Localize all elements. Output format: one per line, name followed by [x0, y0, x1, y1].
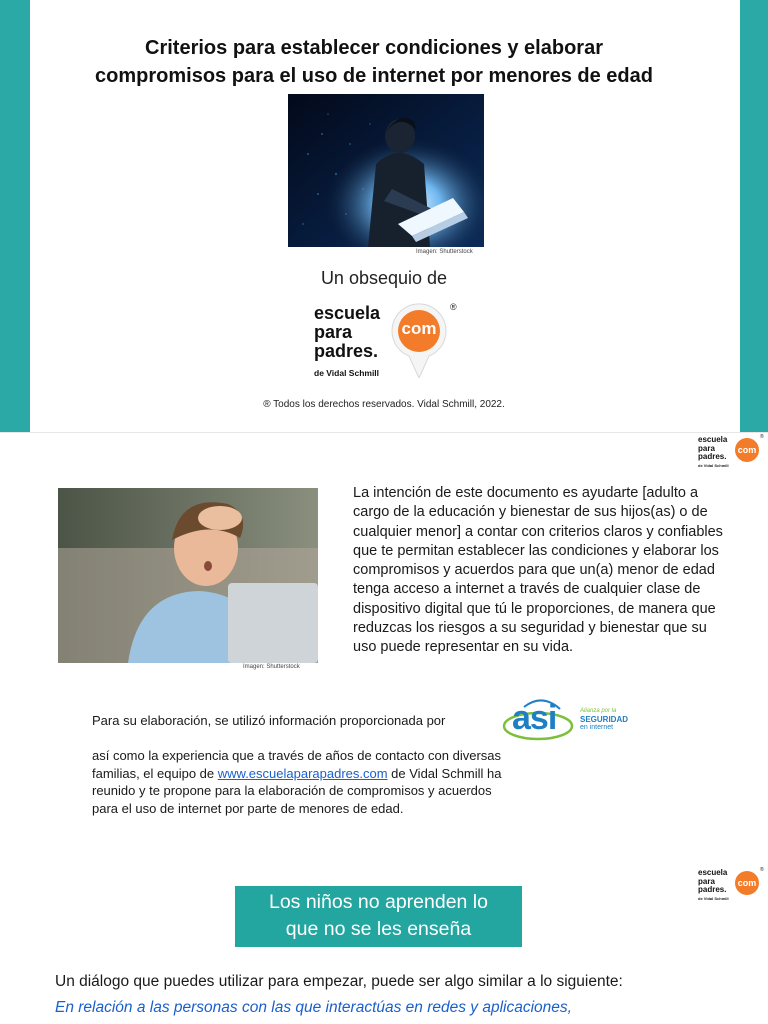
- escuelaparapadres-link[interactable]: www.escuelaparapadres.com: [217, 765, 388, 781]
- dialog-intro: Un diálogo que puedes utilizar para empezar, puede ser algo similar a lo siguiente:: [55, 973, 623, 990]
- small-logo-wordmark: [698, 436, 727, 462]
- escuela-para-padres-logo: [310, 298, 470, 384]
- title-line-1: Criterios para establecer condiciones y elaborar: [145, 37, 603, 59]
- small-com-icon: com: [735, 438, 759, 462]
- com-pin-icon: [390, 302, 448, 378]
- logo-com-text: com: [401, 319, 437, 338]
- logo-line-1: escuela: [314, 303, 381, 323]
- registered-mark: ®: [450, 302, 457, 312]
- small-com-icon-p3: com: [735, 871, 759, 895]
- small-logo-page2: [698, 436, 764, 474]
- intent-paragraph: La intención de este documento es ayudarte [adulto a cargo de la educación y bienestar de sus hijos(as) o de cualquier menor] a contar con criterios claros y confiables que te permitan establecer las condiciones y elaborar los compromisos y acuerdos para que un(a) menor de edad tenga acceso a internet a través de cualquier clase de dispositivo digital que tú le proporciones, de manera que reduzcas los riesgos a su seguridad y bienestar que su uso puede representar en su vida.: [353, 485, 723, 656]
- logo-line-2: para: [314, 322, 353, 342]
- boy-laptop-image: [288, 94, 484, 247]
- logo-wordmark: [314, 304, 380, 361]
- banner-line-2: que no se les enseña: [285, 918, 472, 940]
- continuation-paragraph: [92, 747, 502, 818]
- asi-logo: [502, 693, 638, 745]
- asi-line-1: Alianza por la: [580, 708, 617, 714]
- worried-child-image: [58, 488, 318, 663]
- small-logo-page3: [698, 869, 764, 907]
- small-logo-p3-line-2: para: [698, 876, 715, 886]
- asi-letters: asi: [512, 699, 557, 737]
- small-logo-line-3: padres.: [698, 452, 727, 461]
- title-line-2: compromisos para el uso de internet por menores de edad: [95, 65, 653, 87]
- worried-child-illustration: [58, 488, 318, 663]
- small-registered-mark-p3: ®: [760, 867, 764, 873]
- gift-text: Un obsequio de: [320, 268, 448, 288]
- boy-laptop-illustration: [288, 94, 484, 247]
- elaboration-text: Para su elaboración, se utilizó información proporcionada por: [92, 713, 446, 728]
- logo-tagline: de Vidal Schmill: [314, 368, 380, 378]
- asi-line-3: en internet: [580, 724, 614, 731]
- asi-line-2: SEGURIDAD: [580, 715, 629, 724]
- logo-line-3: padres.: [314, 341, 379, 361]
- continuation-text-before: así como la experiencia que a través de años de contacto con diversas familias, el equipo de: [92, 748, 502, 781]
- dialog-italic-text: En relación a las personas con las que interactúas en redes y aplicaciones,: [55, 999, 572, 1016]
- small-logo-wordmark-p3: [698, 869, 727, 895]
- rights-text: ® Todos los derechos reservados. Vidal Schmill, 2022.: [263, 399, 505, 410]
- continuation-text-after: de Vidal Schmill ha reunido y te propone para la elaboración de compromisos y acuerdos para el uso de internet por parte de menores de edad.: [92, 765, 502, 817]
- small-logo-p3-line-1: escuela: [698, 868, 728, 877]
- page1-right-bar: [740, 0, 768, 432]
- banner-line-1: Los niños no aprenden lo: [268, 891, 488, 913]
- page-divider: [0, 432, 768, 433]
- section-banner: [235, 886, 522, 947]
- hero-image-credit: Imagen: Shutterstock: [416, 249, 473, 255]
- small-logo-tagline-p3: de Vidal Schmill: [698, 896, 729, 901]
- child-image-credit: Imagen: Shutterstock: [243, 664, 300, 670]
- small-logo-line-1: escuela: [698, 435, 728, 444]
- small-logo-line-2: para: [698, 443, 715, 453]
- small-registered-mark: ®: [760, 434, 764, 440]
- small-logo-tagline: de Vidal Schmill: [698, 463, 729, 468]
- document-title: [40, 34, 708, 90]
- page1-left-bar: [0, 0, 30, 432]
- small-logo-p3-line-3: padres.: [698, 885, 727, 894]
